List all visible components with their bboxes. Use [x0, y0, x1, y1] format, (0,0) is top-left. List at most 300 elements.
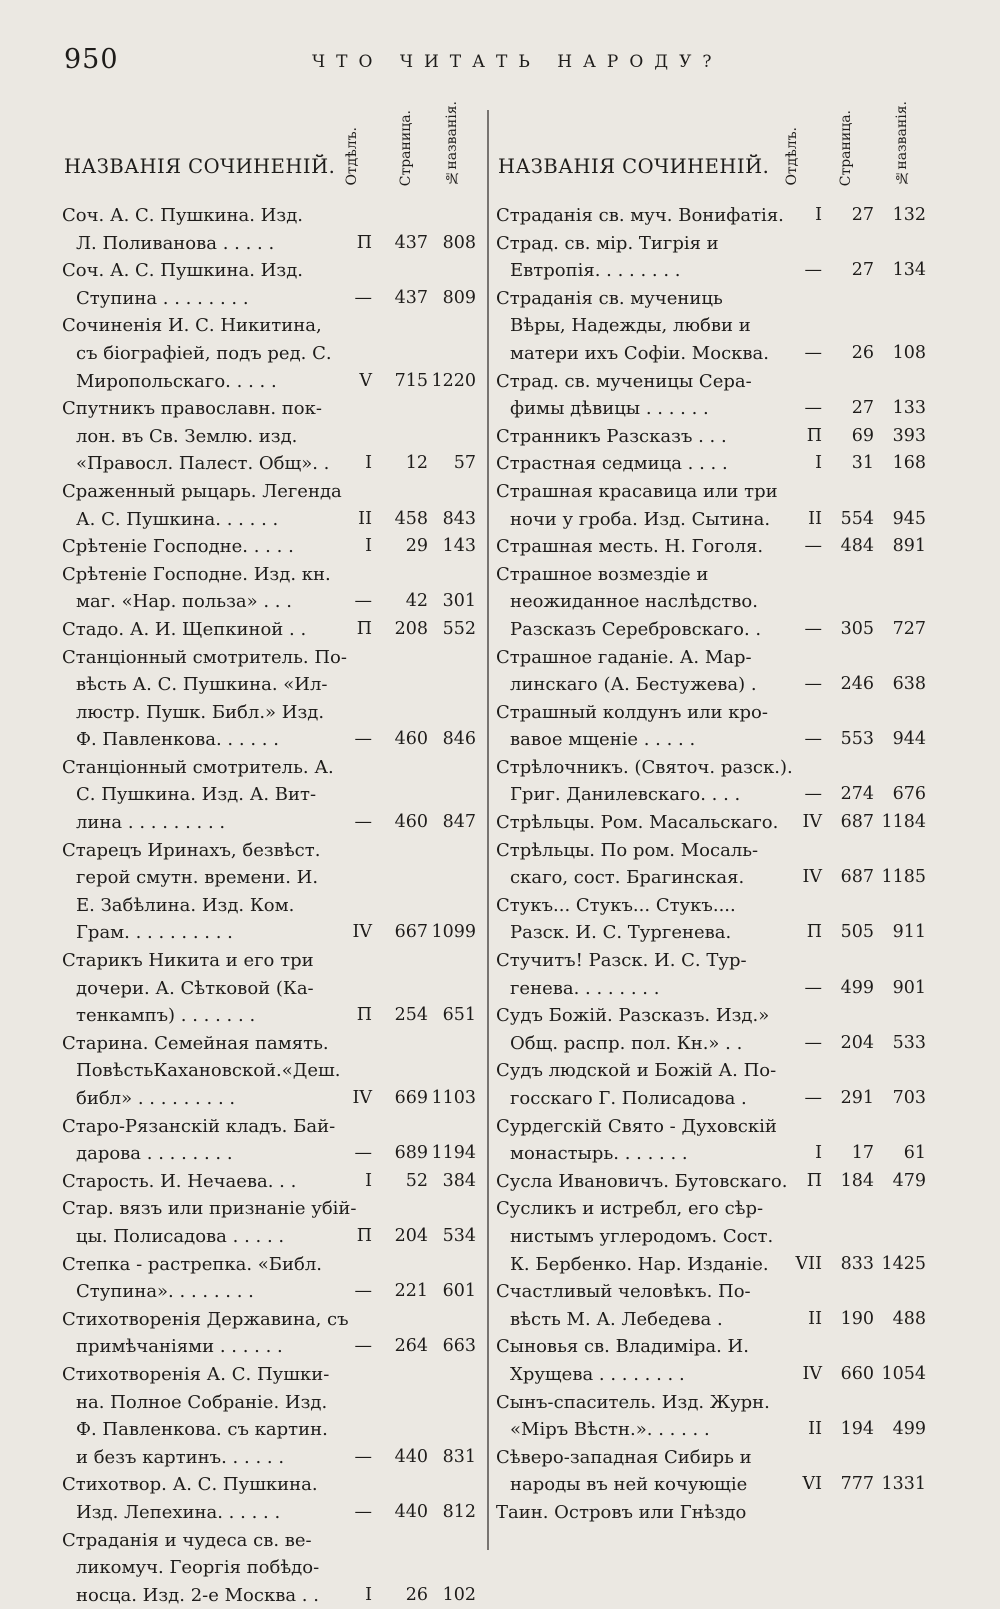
- entry-title-line: Судъ Божій. Разсказъ. Изд.»: [496, 1002, 926, 1030]
- list-item: [62, 1306, 476, 1361]
- entry-number: 479: [893, 1168, 926, 1196]
- entry-number: 552: [443, 616, 476, 644]
- entry-title-line: Соч. А. С. Пушкина. Изд.: [62, 202, 476, 230]
- entry-numbers: [62, 1278, 476, 1306]
- entry-title-line: дочери. А. Сѣтковой (Ка-: [62, 975, 476, 1003]
- entry-title-line: нистымъ углеродомъ. Сост.: [496, 1223, 926, 1251]
- entry-number: 638: [893, 671, 926, 699]
- entry-section: II: [808, 1416, 822, 1444]
- entry-number: 533: [893, 1030, 926, 1058]
- entry-title-line: Сурдегскій Свято - Духовскій: [496, 1113, 926, 1141]
- entry-page: 437: [395, 230, 428, 258]
- entry-title-line: Ступина . . . . . . . .: [62, 285, 476, 313]
- entry-section: IV: [352, 1085, 372, 1113]
- entry-number: 1184: [881, 809, 926, 837]
- page-number: 950: [64, 44, 119, 75]
- entry-numbers: [62, 726, 476, 754]
- entry-numbers: [496, 533, 926, 561]
- entry-numbers: [496, 1251, 926, 1279]
- entry-number: 1054: [881, 1361, 926, 1389]
- list-item: [62, 644, 476, 754]
- entry-page: 660: [841, 1361, 874, 1389]
- list-item: [62, 947, 476, 1030]
- entry-title-line: Миропольскаго. . . . .: [62, 368, 476, 396]
- entry-numbers: [496, 257, 926, 285]
- section-header: Отдѣлъ.: [784, 127, 800, 186]
- entry-number: 143: [443, 533, 476, 561]
- entry-numbers: [62, 1333, 476, 1361]
- list-item: [496, 561, 926, 644]
- entry-title-line: Сынъ-спаситель. Изд. Журн.: [496, 1389, 926, 1417]
- entry-numbers: [62, 1499, 476, 1527]
- entry-numbers: [62, 588, 476, 616]
- entry-number: 168: [893, 450, 926, 478]
- entry-number: 1331: [881, 1471, 926, 1499]
- entry-page: 505: [841, 919, 874, 947]
- list-item: [496, 478, 926, 533]
- entry-number: 1185: [881, 864, 926, 892]
- entry-title-line: генева. . . . . . . .: [496, 975, 926, 1003]
- entry-page: 687: [841, 809, 874, 837]
- entry-title-line: Старецъ Иринахъ, безвѣст.: [62, 837, 476, 865]
- list-item: [62, 533, 476, 561]
- entry-title-line: Стучитъ! Разск. И. С. Тур-: [496, 947, 926, 975]
- entry-title-line: монастырь. . . . . . .: [496, 1140, 926, 1168]
- entry-numbers: [496, 1030, 926, 1058]
- entry-title-line: ПовѣстьКахановской.«Деш.: [62, 1057, 476, 1085]
- entry-title-line: «Міръ Вѣстн.». . . . . .: [496, 1416, 926, 1444]
- entry-number: 831: [443, 1444, 476, 1472]
- entry-numbers: [496, 975, 926, 1003]
- list-item: [62, 257, 476, 312]
- list-item: [496, 1444, 926, 1499]
- entry-numbers: [62, 1002, 476, 1030]
- entry-page: 440: [395, 1499, 428, 1527]
- entry-title-line: Старость. И. Нечаева. . .: [62, 1168, 476, 1196]
- entry-numbers: [62, 1140, 476, 1168]
- entry-title-line: Грам. . . . . . . . . .: [62, 919, 476, 947]
- entry-title-line: Страданія св. мучениць: [496, 285, 926, 313]
- list-item: [496, 450, 926, 478]
- list-item: [496, 754, 926, 809]
- entry-page: 17: [852, 1140, 874, 1168]
- entry-page: 221: [395, 1278, 428, 1306]
- page-header: Страница.: [838, 110, 854, 186]
- entry-number: 108: [893, 340, 926, 368]
- entry-number: 808: [443, 230, 476, 258]
- entry-title-line: носца. Изд. 2-е Москва . .: [62, 1582, 476, 1609]
- entry-page: 687: [841, 864, 874, 892]
- entry-page: 291: [841, 1085, 874, 1113]
- entry-section: II: [808, 1306, 822, 1334]
- list-item: [496, 699, 926, 754]
- entry-number: 134: [893, 257, 926, 285]
- entry-section: I: [365, 533, 372, 561]
- entry-numbers: [62, 1168, 476, 1196]
- list-item: [62, 754, 476, 837]
- entry-title-line: Григ. Данилевскаго. . . .: [496, 781, 926, 809]
- entry-numbers: [62, 919, 476, 947]
- entry-title-line: Станціонный смотритель. А.: [62, 754, 476, 782]
- entry-number: 809: [443, 285, 476, 313]
- entry-number: 499: [893, 1416, 926, 1444]
- entry-numbers: [62, 1582, 476, 1609]
- entry-number: 812: [443, 1499, 476, 1527]
- entry-title-line: Сраженный рыцарь. Легенда: [62, 478, 476, 506]
- entry-title-line: «Правосл. Палест. Общ». .: [62, 450, 476, 478]
- entry-section: —: [805, 616, 823, 644]
- entry-page: 204: [395, 1223, 428, 1251]
- entry-section: —: [355, 1140, 373, 1168]
- entry-title-line: Страстная седмица . . . .: [496, 450, 926, 478]
- list-item: [496, 1113, 926, 1168]
- entry-title-line: линскаго (А. Бестужева) .: [496, 671, 926, 699]
- entry-title-line: А. С. Пушкина. . . . . .: [62, 506, 476, 534]
- entry-title-line: Страданія и чудеса св. ве-: [62, 1527, 476, 1555]
- list-item: [496, 809, 926, 837]
- list-item: [496, 1057, 926, 1112]
- entry-page: 29: [406, 533, 428, 561]
- entry-section: —: [805, 340, 823, 368]
- entry-number: 651: [443, 1002, 476, 1030]
- entry-title-line: С. Пушкина. Изд. А. Вит-: [62, 781, 476, 809]
- entry-title-line: Общ. распр. пол. Кн.» . .: [496, 1030, 926, 1058]
- entry-page: 27: [852, 257, 874, 285]
- entry-title-line: Стрѣльцы. Ром. Масальскаго.: [496, 809, 926, 837]
- entry-section: VII: [796, 1251, 822, 1279]
- entry-title-line: фимы дѣвицы . . . . . .: [496, 395, 926, 423]
- entry-number: 534: [443, 1223, 476, 1251]
- entry-numbers: [62, 368, 476, 396]
- entry-list: [496, 202, 926, 1527]
- entry-section: I: [365, 1168, 372, 1196]
- entry-page: 440: [395, 1444, 428, 1472]
- entry-title-line: Старо-Рязанскій кладъ. Бай-: [62, 1113, 476, 1141]
- entry-page: 667: [395, 919, 428, 947]
- entry-numbers: [496, 1416, 926, 1444]
- entry-title-line: вавое мщеніе . . . . .: [496, 726, 926, 754]
- entry-numbers: [496, 1306, 926, 1334]
- entry-section: —: [805, 671, 823, 699]
- entry-page: 305: [841, 616, 874, 644]
- entry-title-line: Старикъ Никита и его три: [62, 947, 476, 975]
- entry-page: 437: [395, 285, 428, 313]
- entry-section: I: [365, 450, 372, 478]
- entry-number: 384: [443, 1168, 476, 1196]
- entry-section: П: [807, 423, 822, 451]
- entry-title-line: Счастливый человѣкъ. По-: [496, 1278, 926, 1306]
- entry-title-line: Страшный колдунъ или кро-: [496, 699, 926, 727]
- entry-section: IV: [802, 864, 822, 892]
- entry-title-line: скаго, сост. Брагинская.: [496, 864, 926, 892]
- entry-section: —: [355, 809, 373, 837]
- entry-title-line: Страшное возмездіе и: [496, 561, 926, 589]
- entry-page: 27: [852, 395, 874, 423]
- entry-numbers: [496, 809, 926, 837]
- list-item: [62, 837, 476, 947]
- entry-title-line: вѣсть А. С. Пушкина. «Ил-: [62, 671, 476, 699]
- entry-title-line: Стадо. А. И. Щепкиной . .: [62, 616, 476, 644]
- entry-page: 69: [852, 423, 874, 451]
- entry-title-line: Ф. Павленкова. съ картин.: [62, 1416, 476, 1444]
- entry-title-line: Станціонный смотритель. По-: [62, 644, 476, 672]
- entry-title-line: вѣсть М. А. Лебедева .: [496, 1306, 926, 1334]
- entry-numbers: [496, 1168, 926, 1196]
- list-item: [62, 478, 476, 533]
- entry-page: 12: [406, 450, 428, 478]
- entry-section: —: [805, 395, 823, 423]
- entry-page: 26: [852, 340, 874, 368]
- entry-title-line: Стукъ... Стукъ... Стукъ....: [496, 892, 926, 920]
- list-item: [496, 1168, 926, 1196]
- column-divider: [487, 110, 489, 1550]
- entry-section: II: [808, 506, 822, 534]
- entry-section: —: [355, 588, 373, 616]
- list-item: [62, 395, 476, 478]
- left-column: [62, 110, 476, 1609]
- entry-number: 944: [893, 726, 926, 754]
- entry-number: 57: [454, 450, 476, 478]
- entry-section: —: [805, 975, 823, 1003]
- entry-title-line: Страшная красавица или три: [496, 478, 926, 506]
- entry-section: IV: [802, 809, 822, 837]
- list-item: [496, 837, 926, 892]
- list-item: [496, 368, 926, 423]
- entry-section: П: [357, 616, 372, 644]
- entry-numbers: [496, 1499, 926, 1527]
- entry-title-line: Степка - растрепка. «Библ.: [62, 1251, 476, 1279]
- entry-page: 484: [841, 533, 874, 561]
- entry-number: 727: [893, 616, 926, 644]
- entry-title-line: народы въ ней кочующіе: [496, 1471, 926, 1499]
- list-item: [496, 947, 926, 1002]
- entry-section: VI: [802, 1471, 822, 1499]
- entry-title-line: дарова . . . . . . . .: [62, 1140, 476, 1168]
- entry-section: П: [807, 919, 822, 947]
- entry-numbers: [496, 616, 926, 644]
- entry-title-line: Стихотворенія Державина, съ: [62, 1306, 476, 1334]
- entry-title-line: Евтропія. . . . . . . .: [496, 257, 926, 285]
- entry-page: 184: [841, 1168, 874, 1196]
- entry-section: II: [358, 506, 372, 534]
- entry-section: П: [357, 230, 372, 258]
- entry-page: 26: [406, 1582, 428, 1609]
- entry-numbers: [496, 864, 926, 892]
- entry-title-line: тенкампъ) . . . . . . .: [62, 1002, 476, 1030]
- entry-section: —: [355, 285, 373, 313]
- list-item: [496, 644, 926, 699]
- list-item: [496, 202, 926, 230]
- entry-section: I: [815, 450, 822, 478]
- entry-section: П: [357, 1223, 372, 1251]
- entry-page: 52: [406, 1168, 428, 1196]
- entry-number: 393: [893, 423, 926, 451]
- entry-title-line: Л. Поливанова . . . . .: [62, 230, 476, 258]
- entry-title-line: библ» . . . . . . . . .: [62, 1085, 476, 1113]
- entry-number: 663: [443, 1333, 476, 1361]
- list-item: [496, 423, 926, 451]
- entry-page: 194: [841, 1416, 874, 1444]
- entry-title-line: лина . . . . . . . . .: [62, 809, 476, 837]
- entry-title-line: на. Полное Собраніе. Изд.: [62, 1389, 476, 1417]
- entry-title-line: цы. Полисадова . . . . .: [62, 1223, 476, 1251]
- list-item: [62, 1471, 476, 1526]
- entry-section: П: [357, 1002, 372, 1030]
- entry-numbers: [62, 450, 476, 478]
- list-item: [62, 1361, 476, 1471]
- entry-page: 460: [395, 809, 428, 837]
- entry-numbers: [62, 616, 476, 644]
- entry-number: 1194: [431, 1140, 476, 1168]
- entry-title-line: Таин. Островъ или Гнѣздо: [496, 1499, 926, 1527]
- entry-number: 601: [443, 1278, 476, 1306]
- entry-section: —: [805, 1030, 823, 1058]
- entry-title-line: Сочиненія И. С. Никитина,: [62, 312, 476, 340]
- entry-section: V: [359, 368, 372, 396]
- entry-page: 254: [395, 1002, 428, 1030]
- entry-title-line: маг. «Нар. польза» . . .: [62, 588, 476, 616]
- entry-title-line: Стрѣлочникъ. (Святоч. разск.).: [496, 754, 926, 782]
- entry-title-line: лон. въ Св. Землю. изд.: [62, 423, 476, 451]
- entry-page: 499: [841, 975, 874, 1003]
- entry-section: —: [355, 1278, 373, 1306]
- list-item: [62, 202, 476, 257]
- entry-numbers: [496, 340, 926, 368]
- entry-page: 689: [395, 1140, 428, 1168]
- list-item: [62, 1030, 476, 1113]
- column-title: НАЗВАНІЯ СОЧИНЕНІЙ.: [498, 155, 769, 178]
- list-item: [496, 285, 926, 368]
- entry-title-line: Вѣры, Надежды, любви и: [496, 312, 926, 340]
- entry-number: 1220: [431, 368, 476, 396]
- entry-title-line: Разсказъ Серебровскаго. .: [496, 616, 926, 644]
- column-title: НАЗВАНІЯ СОЧИНЕНІЙ.: [64, 155, 335, 178]
- entry-page: 554: [841, 506, 874, 534]
- entry-numbers: [496, 919, 926, 947]
- list-item: [62, 616, 476, 644]
- list-item: [496, 1002, 926, 1057]
- list-item: [496, 1195, 926, 1278]
- entry-title-line: ликомуч. Георгія побѣдо-: [62, 1554, 476, 1582]
- list-item: [62, 1195, 476, 1250]
- entry-title-line: ночи у гроба. Изд. Сытина.: [496, 506, 926, 534]
- list-item: [496, 1333, 926, 1388]
- entry-number: 911: [893, 919, 926, 947]
- entry-number: 1099: [431, 919, 476, 947]
- entry-title-line: Страд. св. мученицы Сера-: [496, 368, 926, 396]
- entry-page: 31: [852, 450, 874, 478]
- number-header: №названія.: [444, 101, 460, 186]
- entry-number: 846: [443, 726, 476, 754]
- entry-title-line: Сусла Ивановичъ. Бутовскаго.: [496, 1168, 926, 1196]
- entry-page: 264: [395, 1333, 428, 1361]
- entry-numbers: [496, 1471, 926, 1499]
- entry-section: IV: [352, 919, 372, 947]
- entry-numbers: [496, 423, 926, 451]
- entry-number: 945: [893, 506, 926, 534]
- entry-title-line: Стар. вязъ или признаніе убій-: [62, 1195, 476, 1223]
- entry-section: —: [805, 257, 823, 285]
- entry-title-line: Страшная месть. Н. Гоголя.: [496, 533, 926, 561]
- entry-title-line: съ біографіей, подъ ред. С.: [62, 340, 476, 368]
- entry-section: —: [805, 726, 823, 754]
- entry-title-line: Ступина». . . . . . . .: [62, 1278, 476, 1306]
- entry-section: IV: [802, 1361, 822, 1389]
- entry-numbers: [496, 395, 926, 423]
- entry-page: 833: [841, 1251, 874, 1279]
- entry-section: —: [355, 726, 373, 754]
- entry-title-line: герой смутн. времени. И.: [62, 864, 476, 892]
- list-item: [62, 1251, 476, 1306]
- entry-title-line: Е. Забѣлина. Изд. Ком.: [62, 892, 476, 920]
- entry-number: 133: [893, 395, 926, 423]
- entry-page: 715: [395, 368, 428, 396]
- entry-page: 460: [395, 726, 428, 754]
- list-item: [496, 1389, 926, 1444]
- entry-number: 891: [893, 533, 926, 561]
- list-item: [496, 1499, 926, 1527]
- entry-title-line: Хрущева . . . . . . . .: [496, 1361, 926, 1389]
- number-header: №названія.: [894, 101, 910, 186]
- entry-title-line: Ф. Павленкова. . . . . .: [62, 726, 476, 754]
- list-item: [62, 1168, 476, 1196]
- entry-title-line: и безъ картинъ. . . . . .: [62, 1444, 476, 1472]
- entry-numbers: [62, 809, 476, 837]
- entry-numbers: [62, 1444, 476, 1472]
- entry-title-line: Старина. Семейная память.: [62, 1030, 476, 1058]
- entry-title-line: Изд. Лепехина. . . . . .: [62, 1499, 476, 1527]
- page-header: Страница.: [398, 110, 414, 186]
- entry-page: 190: [841, 1306, 874, 1334]
- entry-number: 703: [893, 1085, 926, 1113]
- entry-title-line: Соч. А. С. Пушкина. Изд.: [62, 257, 476, 285]
- entry-title-line: госскаго Г. Полисадова .: [496, 1085, 926, 1113]
- entry-page: 27: [852, 202, 874, 230]
- entry-page: 669: [395, 1085, 428, 1113]
- entry-number: 901: [893, 975, 926, 1003]
- entry-numbers: [496, 726, 926, 754]
- entry-title-line: Сыновья св. Владиміра. И.: [496, 1333, 926, 1361]
- entry-title-line: Спутникъ православн. пок-: [62, 395, 476, 423]
- entry-title-line: Судъ людской и Божій А. По-: [496, 1057, 926, 1085]
- entry-numbers: [496, 671, 926, 699]
- entry-number: 102: [443, 1582, 476, 1609]
- entry-page: 42: [406, 588, 428, 616]
- entry-number: 61: [904, 1140, 926, 1168]
- entry-title-line: К. Бербенко. Нар. Изданіе.: [496, 1251, 926, 1279]
- entry-section: —: [355, 1333, 373, 1361]
- entry-numbers: [496, 1085, 926, 1113]
- entry-page: 208: [395, 616, 428, 644]
- list-item: [62, 561, 476, 616]
- entry-numbers: [496, 202, 926, 230]
- entry-number: 1103: [431, 1085, 476, 1113]
- entry-title-line: неожиданное наслѣдство.: [496, 588, 926, 616]
- entry-title-line: Странникъ Разсказъ . . .: [496, 423, 926, 451]
- entry-section: —: [355, 1499, 373, 1527]
- entry-title-line: Разск. И. С. Тургенева.: [496, 919, 926, 947]
- entry-number: 132: [893, 202, 926, 230]
- list-item: [496, 1278, 926, 1333]
- column-header: [62, 110, 476, 202]
- entry-number: 847: [443, 809, 476, 837]
- entry-title-line: Стихотворенія А. С. Пушки-: [62, 1361, 476, 1389]
- entry-page: 246: [841, 671, 874, 699]
- list-item: [496, 533, 926, 561]
- entry-section: —: [805, 533, 823, 561]
- right-column: [496, 110, 926, 1527]
- entry-title-line: Сусликъ и истребл, его сѣр-: [496, 1195, 926, 1223]
